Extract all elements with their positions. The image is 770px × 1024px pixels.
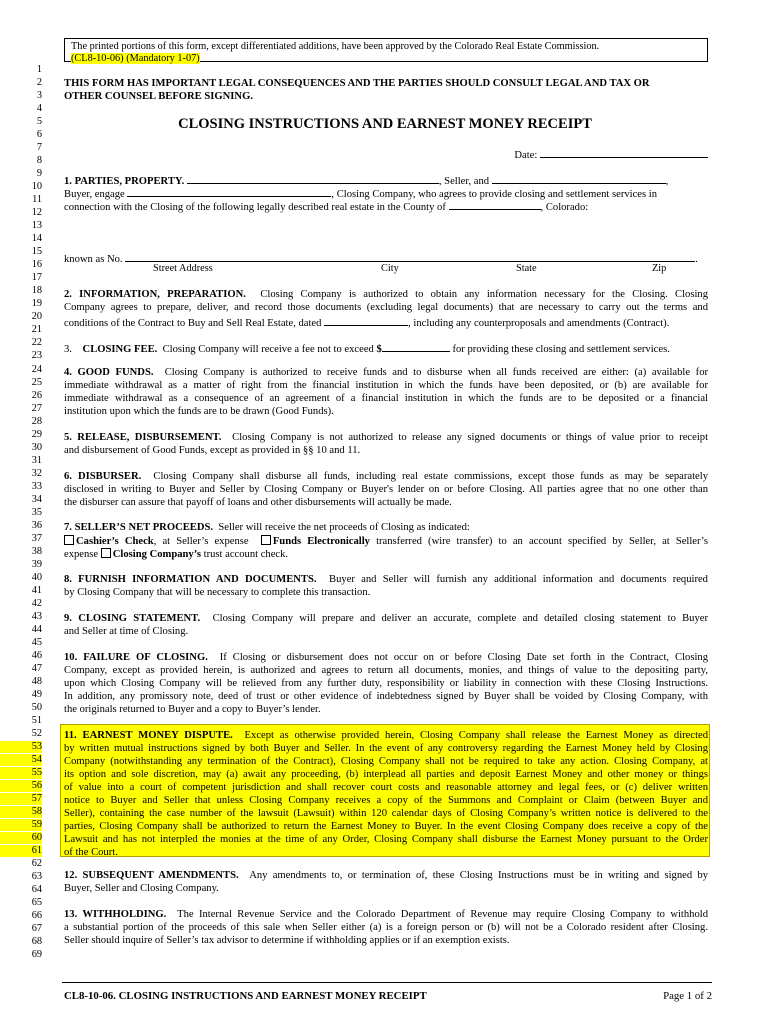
s4-line-3: immediate withdrawal as a consequence of an agreement of a financial institution in which the funds are to be deposited or a financial [64,393,708,404]
s1-closing-co-text: , Closing Company, who agrees to provide closing and settlement services in [331,189,658,200]
line-number: 28 [31,415,42,427]
line-number: 67 [31,923,42,935]
s11-text-1: Except as otherwise provided herein, Closing Company shall release the Earnest Money as directed [244,730,709,741]
s7-trust-text: trust account check. [203,549,289,560]
s2-text-1: Closing Company is authorized to obtain any information necessary for the Closing. Closing [260,289,709,300]
line-number: 9 [36,168,42,180]
line-number: 41 [31,584,42,596]
s13-text-1: The Internal Revenue Service and the Colorado Department of Revenue may require Closing Company to withhold [177,909,709,920]
line-number: 51 [31,715,42,726]
s1-line-3 [64,199,708,215]
s7-heading: 7. SELLER’S NET PROCEEDS. [64,522,214,533]
s7-line-2 [64,535,708,549]
line-number: 26 [31,389,42,401]
s4-text-1: Closing Company is authorized to receive funds and to disburse when all funds received are either: (a) available for [164,367,709,378]
line-number: 1 [36,64,42,75]
s2-heading: 2. INFORMATION, PREPARATION. [64,289,246,300]
line-number: 36 [31,519,42,531]
date-label: Date: [514,150,538,161]
s7-wire-text: transferred (wire transfer) to an account specified by Seller, at Seller’s [376,536,708,547]
s2-line-1 [64,289,708,302]
s8-heading: 8. FURNISH INFORMATION AND DOCUMENTS. [64,574,317,585]
s7-expense-label: expense [64,549,99,560]
line-number: 53 [0,741,42,753]
s8-line-1 [64,574,708,587]
s8-line-2: by Closing Company that will be necessary to complete this transaction. [64,587,371,598]
s10-heading: 10. FAILURE OF CLOSING. [64,652,208,663]
footer-form-title: CL8-10-06. CLOSING INSTRUCTIONS AND EARNEST MONEY RECEIPT [64,990,427,1002]
line-number: 58 [0,806,42,818]
s4-line-1 [64,367,708,380]
s9-heading: 9. CLOSING STATEMENT. [64,613,201,624]
document-title: CLOSING INSTRUCTIONS AND EARNEST MONEY RECEIPT [178,116,592,132]
line-number: 6 [36,129,42,141]
street-address-label: Street Address [153,263,213,274]
funds-electronically-checkbox[interactable] [261,535,271,545]
line-number: 21 [31,324,42,336]
s13-line-2: a substantial portion of the proceeds of this sale when Seller either (a) is a foreign person or (b) will not be a Colorado resident after Closing. [64,922,708,933]
line-number: 64 [31,884,42,896]
line-number: 54 [0,754,42,766]
line-number: 40 [31,571,42,583]
s1-colorado-text: , Colorado: [540,202,589,213]
s11-line-9: Lawsuit and has not interpled the monies at the time of any Order, Closing Company shall disburse the Earnest Money pursuant to the Order [64,834,708,845]
line-number: 63 [31,871,42,883]
s3-heading: CLOSING FEE. [82,344,158,355]
line-number: 15 [31,246,42,258]
s12-line-2: Buyer, Seller and Closing Company. [64,883,219,894]
dollar-sign: $ [376,344,382,355]
city-label: City [381,263,399,274]
s3-text: Closing Company will receive a fee not to exceed [162,344,374,355]
warning-line-2: OTHER COUNSEL BEFORE SIGNING. [64,91,253,102]
s6-text-1: Closing Company shall disburse all funds, including real estate commissions, except those funds as may be separately [153,471,709,482]
trust-account-checkbox[interactable] [101,548,111,558]
line-number: 43 [31,610,42,622]
s9-line-1 [64,613,708,626]
s5-line-1 [64,432,708,445]
buyer-name-field[interactable] [492,173,666,184]
line-number: 29 [31,428,42,440]
s10-line-1 [64,652,708,665]
s2-tail-text: , including any counterproposals and amendments (Contract). [408,318,670,329]
line-number: 44 [31,623,42,635]
s3-number: 3. [64,344,72,355]
s9-text-1: Closing Company will prepare and deliver an accurate, complete and detailed closing statement to Buyer [212,613,708,624]
s11-heading: 11. EARNEST MONEY DISPUTE. [64,730,233,741]
s4-heading: 4. GOOD FUNDS. [64,367,154,378]
s12-line-1 [64,870,708,883]
line-number: 27 [31,402,42,414]
s8-text-1: Buyer and Seller will furnish any additional information and documents required [329,574,708,585]
line-number: 10 [31,181,42,193]
closing-company-field[interactable] [127,186,331,197]
line-number: 35 [31,506,42,518]
line-number: 60 [0,832,42,844]
s5-line-2: and disbursement of Good Funds, except as provided in §§ 10 and 11. [64,445,361,456]
s1-known-as-label: known as No. [64,254,123,265]
closing-fee-field[interactable] [382,341,450,352]
s11-line-6: notice to Buyer and Seller that unless Closing Company receives a copy of the Summons and Complaint or Claim (between Buyer and [64,795,708,806]
s4-line-4: institution upon which the funds are to be drawn (Good Funds). [64,406,334,417]
page-number: Page 1 of 2 [663,990,712,1002]
s10-text-1: If Closing or disbursement does not occur on or before Closing Date set forth in the Contract, Closing [219,652,708,663]
seller-name-field[interactable] [187,173,439,184]
line-number: 52 [31,728,42,739]
line-number: 5 [36,116,42,128]
s10-line-5: the originals returned to Buyer and a copy to Buyer’s lender. [64,704,321,715]
s7-line-3 [64,548,708,562]
s6-line-1 [64,471,708,484]
s11-line-8: parties, Closing Company shall be authorized to return the Earnest Money to Buyer. In the event Closing Company does receive a copy of the [64,821,708,832]
cashiers-check-label: Cashier’s Check [76,536,154,547]
s11-line-2: by written mutual instructions signed by both Buyer and Seller. In the event of any controversy regarding the Earnest Money held by Closing [64,743,708,754]
s1-known-as-row: known as No. . [64,251,708,267]
s6-heading: 6. DISBURSER. [64,471,142,482]
line-number: 14 [31,233,42,245]
line-number: 47 [31,662,42,674]
s1-county-text: connection with the Closing of the following legally described real estate in the County of [64,202,446,213]
line-number: 49 [31,689,42,700]
line-number: 45 [31,636,42,648]
s1-heading: 1. PARTIES, PROPERTY. [64,176,185,187]
line-number: 17 [31,272,42,284]
s9-line-2: and Seller at time of Closing. [64,626,189,637]
line-number: 69 [31,949,42,961]
contract-date-field[interactable] [324,315,408,326]
s6-line-2: disclosed in writing to Buyer and Seller by Closing Company or Buyer's lender on or before Closing. All parties agree that no one other than [64,484,708,495]
s7-text-1: Seller will receive the net proceeds of Closing as indicated: [218,522,470,533]
s2-line-2: Company agrees to prepare, deliver, and record those documents (excluding legal documents) that are necessary to carry out the terms and [64,302,708,313]
s11-line-7: Seller), containing the case number of the lawsuit (Lawsuit) within 120 calendar days of Closing Company’s written notice is delivered to the [64,808,708,819]
line-number: 66 [31,910,42,922]
s12-text-1: Any amendments to, or termination of, these Closing Instructions must be in writing and signed by [249,870,709,881]
state-label: State [516,263,537,274]
s10-line-3: upon which Closing Company will be relieved from any further duty, responsibility or liability in connection with these Closing Instructions. [64,678,708,689]
line-number: 55 [0,767,42,779]
line-number: 56 [0,780,42,792]
line-number: 20 [31,311,42,323]
date-row [64,147,708,163]
line-number: 34 [31,493,42,505]
approval-notice-box [64,38,708,62]
line-number: 12 [31,207,42,219]
line-number: 4 [36,103,42,115]
zip-label: Zip [652,263,667,274]
s2-dated-text: conditions of the Contract to Buy and Sell Real Estate, dated [64,318,322,329]
warning-line-1: THIS FORM HAS IMPORTANT LEGAL CONSEQUENCES AND THE PARTIES SHOULD CONSULT LEGAL AND TAX OR [64,78,650,89]
s6-line-3: the disburser can assure that payoff of loans and other disbursements will actually be made. [64,497,452,508]
line-number: 48 [31,675,42,687]
s13-line-1 [64,909,708,922]
county-field[interactable] [449,199,541,210]
s11-line-4: its option and sole discretion, may (a) await any proceeding, (b) interplead all parties and deposit Earnest Money and other money or things [64,769,708,780]
date-field[interactable] [540,147,708,158]
line-number: 8 [36,155,42,167]
line-number: 46 [31,649,42,661]
s12-heading: 12. SUBSEQUENT AMENDMENTS. [64,870,239,881]
line-number: 38 [31,545,42,557]
s10-line-4: In addition, any promissory note, deed of trust or other evidence of indebtedness signed by Buyer shall be voided by Closing Company, with [64,691,708,702]
line-number: 18 [31,285,42,297]
line-number: 13 [31,220,42,232]
line-number: 25 [31,376,42,388]
s11-line-1 [64,730,708,743]
s1-line-1: 1. PARTIES, PROPERTY. , Seller, and , [64,173,708,189]
line-number: 2 [36,77,42,88]
line-number: 57 [0,793,42,805]
line-number: 11 [32,194,42,206]
s2-line-3 [64,315,708,331]
line-number: 42 [31,597,42,609]
line-number: 19 [31,298,42,310]
line-number: 3 [36,90,42,101]
s10-line-2: Company, except as provided herein, is authorized and agrees to return all documents, monies, and things of value to the depositing party, [64,665,708,676]
approval-notice: The printed portions of this form, except differentiated additions, have been approved by the Colorado Real Estate Commission. [71,41,600,52]
line-number: 24 [31,363,42,375]
s5-heading: 5. RELEASE, DISBURSEMENT. [64,432,222,443]
funds-electronically-label: Funds Electronically [272,536,370,547]
s3-tail: for providing these closing and settlement services. [452,344,670,355]
s11-line-3: Company (notwithstanding any termination of the Contract), Closing Company shall not be required to take any action. Closing Company, at [64,756,708,767]
line-number: 68 [31,936,42,948]
line-number: 16 [31,259,42,271]
trust-account-label: Closing Company’s [112,549,201,560]
line-number: 50 [31,702,42,713]
s13-line-3: Seller should inquire of Seller’s tax advisor to determine if withholding applies or if an exemption exists. [64,935,510,946]
s1-buyer-engage: Buyer, engage [64,189,125,200]
line-number: 23 [31,350,42,362]
s5-text-1: Closing Company is not authorized to release any signed documents or things of value prior to receipt [232,432,709,443]
line-number: 59 [0,819,42,831]
line-number: 33 [31,480,42,492]
line-number: 37 [31,532,42,544]
s3-line-1 [64,341,708,357]
line-number: 22 [31,337,42,349]
line-number: 65 [31,897,42,909]
s11-line-5: of value into a court of competent jurisdiction and shall recover court costs and reasonable attorney and legal fees, or (c) deliver written [64,782,708,793]
s4-line-2: immediate withdrawal as a matter of right from the financial institution in which the funds have been deposited, or (b) are available for [64,380,708,391]
line-number: 62 [31,858,42,870]
s7-expense-text: , at Seller’s expense [153,536,249,547]
form-code: (CL8-10-06) (Mandatory 1-07) [71,52,200,64]
s1-seller-text: , Seller, and [438,176,490,187]
line-number: 30 [31,441,42,453]
line-number: 31 [31,454,42,466]
footer-divider [62,982,712,983]
s11-line-10: of the Court. [64,847,118,858]
address-field[interactable] [125,251,695,262]
line-number: 39 [31,558,42,570]
line-number: 32 [31,467,42,479]
cashiers-check-checkbox[interactable] [64,535,74,545]
s7-line-1 [64,522,708,535]
line-number: 7 [36,142,42,154]
s13-heading: 13. WITHHOLDING. [64,909,167,920]
line-number: 61 [0,845,42,857]
